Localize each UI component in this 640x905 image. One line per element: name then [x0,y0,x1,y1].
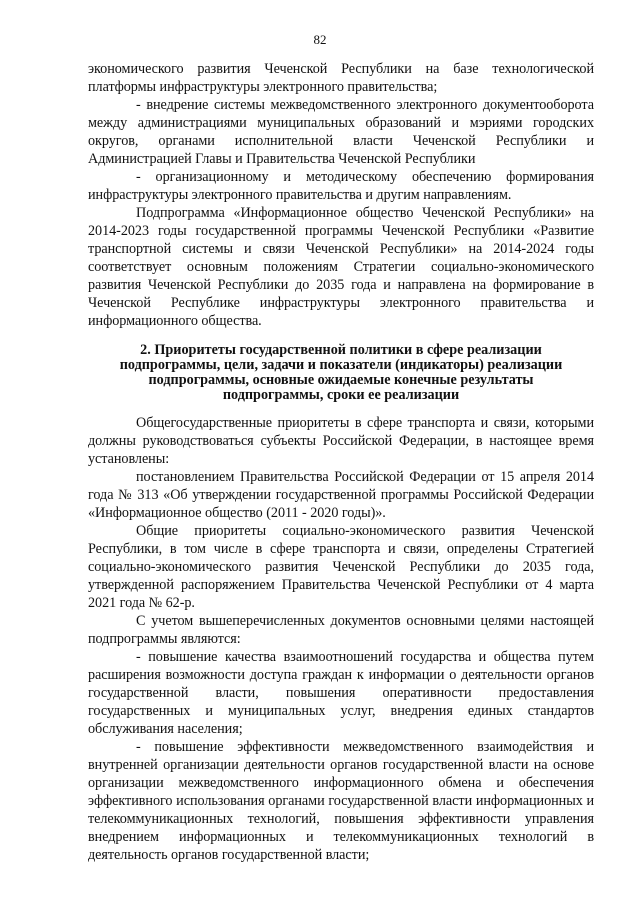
paragraph: - организационному и методическому обеспечению формирования инфраструктуры электронного правительства и другим направлениям. [88,169,594,203]
spacer [88,403,594,414]
section-heading-line: подпрограммы, цели, задачи и показатели (индикаторы) реализации [119,357,563,373]
section-heading-line: подпрограммы, основные ожидаемые конечные результаты [148,372,534,388]
paragraph: - повышение эффективности межведомственного взаимодействия и внутренней организации деятельности органов государственной власти на основе организации межведомственного информационного обмена и обеспечения эффективного использования органами государственной власти информационных и телекоммуникационных технологий, повышения эффективности управления внедрением информационных и телекоммуникационных технологий в деятельность органов государственной власти; [88,739,594,863]
section-heading [88,343,594,403]
paragraph: - повышение качества взаимоотношений государства и общества путем расширения возможности доступа граждан к информации о деятельности органов государственной власти, повышения оперативности предоставления государственных и муниципальных услуг, внедрения единых стандартов обслуживания населения; [88,649,594,737]
page-content [88,60,594,864]
paragraph: Общие приоритеты социально-экономического развития Чеченской Республики, в том числе в сфере транспорта и связи, определены Стратегией социально-экономического развития Чеченской Республики до 2035 года, утвержденной распоряжением Правительства Чеченской Республики от 4 марта 2021 года № 62-р. [88,523,594,611]
paragraph: экономического развития Чеченской Республики на базе технологической платформы инфраструктуры электронного правительства; [88,61,594,95]
paragraph: - внедрение системы межведомственного электронного документооборота между администрациями муниципальных образований и мэриями городских округов, органами исполнительной власти Чеченской Республики и Администрацией Главы и Правительства Чеченской Республики [88,97,594,167]
section-heading-line: подпрограммы, сроки ее реализации [222,387,460,403]
paragraph: С учетом вышеперечисленных документов основными целями настоящей подпрограммы являются: [88,613,594,647]
paragraph: Подпрограмма «Информационное общество Чеченской Республики» на 2014-2023 годы государственной программы Чеченской Республики «Развитие транспортной системы и связи Чеченской Республики» на 2014-2024 годы соответствует основным положениям Стратегии социально-экономического развития Чеченской Республики до 2035 года и направлена на формирование в Чеченской Республике инфраструктуры электронного правительства и информационного общества. [88,205,594,329]
section-heading-line: 2. Приоритеты государственной политики в сфере реализации [140,342,542,358]
paragraph: Общегосударственные приоритеты в сфере транспорта и связи, которыми должны руководствоваться субъекты Российской Федерации, в настоящее время установлены: [88,415,594,467]
paragraph: постановлением Правительства Российской Федерации от 15 апреля 2014 года № 313 «Об утверждении государственной программы Российской Федерации «Информационное общество (2011 - 2020 годы)». [88,469,594,521]
page-number: 82 [313,32,327,47]
